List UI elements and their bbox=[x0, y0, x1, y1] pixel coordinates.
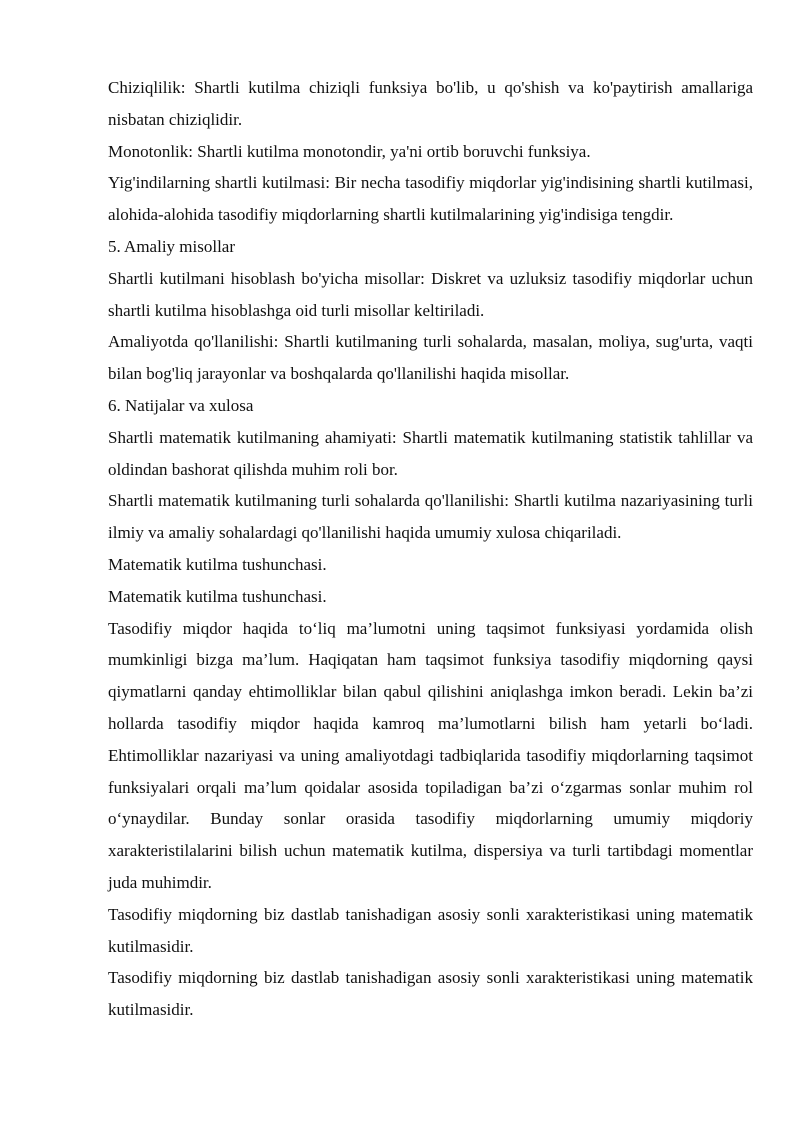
document-page bbox=[108, 72, 753, 1026]
section-heading-results-conclusion: 6. Natijalar va xulosa bbox=[108, 395, 254, 415]
paragraph-distribution-function: Tasodifiy miqdor haqida to‘liq ma’lumotni uning taqsimot funksiyasi yordamida olish mumkinligi bizga ma’lum. Haqiqatan ham taqsimot funksiya tasodifiy miqdorning qaysi qiymatlarni qanday ehtimolliklar bilan qabul qilishini aniqlashga imkon beradi. Lekin ba’zi hollarda tasodifiy miqdor haqida kamroq ma’lumotlarni bilish ham yetarli bo‘ladi. Ehtimolliklar nazariyasi va uning amaliyotdagi tadbiqlarida tasodifiy miqdorlarning taqsimot funksiyalari orqali ma’lum qoidalar asosida topiladigan ba’zi o‘zgarmas sonlar muhim rol o‘ynaydilar. Bunday sonlar orasida tasodifiy miqdorlarning umumiy miqdoriy xarakteristilalarini bilish uchun matematik kutilma, dispersiya va turli tartibdagi momentlar juda muhimdir. bbox=[108, 618, 753, 892]
section-heading-expectation-concept: Matematik kutilma tushunchasi. bbox=[108, 554, 327, 574]
paragraph-practical-application: Amaliyotda qo'llanilishi: Shartli kutilmaning turli sohalarda, masalan, moliya, sug'urta, vaqti bilan bog'liq jarayonlar va boshqalarda qo'llanilishi haqida misollar. bbox=[108, 332, 753, 384]
paragraph-importance: Shartli matematik kutilmaning ahamiyati: Shartli matematik kutilmaning statistik tahlillar va oldindan bashorat qilishda muhim roli bor. bbox=[108, 427, 753, 479]
paragraph-calculation-examples: Shartli kutilmani hisoblash bo'yicha misollar: Diskret va uzluksiz tasodifiy miqdorlar uchun shartli kutilma hisoblashga oid turli misollar keltiriladi. bbox=[108, 268, 753, 320]
paragraph-monotonicity: Monotonlik: Shartli kutilma monotondir, ya'ni ortib boruvchi funksiya. bbox=[108, 141, 591, 161]
paragraph-linearity: Chiziqlilik: Shartli kutilma chiziqli funksiya bo'lib, u qo'shish va ko'paytirish amallariga nisbatan chiziqlidir. bbox=[108, 78, 753, 129]
paragraph-applications-conclusion: Shartli matematik kutilmaning turli sohalarda qo'llanilishi: Shartli kutilma nazariyasining turli ilmiy va amaliy sohalardagi qo'llanilishi haqida umumiy xulosa chiqariladi. bbox=[108, 491, 753, 543]
section-heading-practical-examples: 5. Amaliy misollar bbox=[108, 236, 236, 256]
paragraph-main-characteristic-repeat: Tasodifiy miqdorning biz dastlab tanishadigan asosiy sonli xarakteristikasi uning matematik kutilmasidir. bbox=[108, 968, 753, 1020]
paragraph-main-characteristic: Tasodifiy miqdorning biz dastlab tanishadigan asosiy sonli xarakteristikasi uning matematik kutilmasidir. bbox=[108, 904, 753, 956]
section-heading-expectation-concept-repeat: Matematik kutilma tushunchasi. bbox=[108, 586, 327, 606]
paragraph-sum-conditional-expectation: Yig'indilarning shartli kutilmasi: Bir necha tasodifiy miqdorlar yig'indisining shartli kutilmasi, alohida-alohida tasodifiy miqdorlarning shartli kutilmalarining yig'indisiga tengdir. bbox=[108, 173, 753, 225]
